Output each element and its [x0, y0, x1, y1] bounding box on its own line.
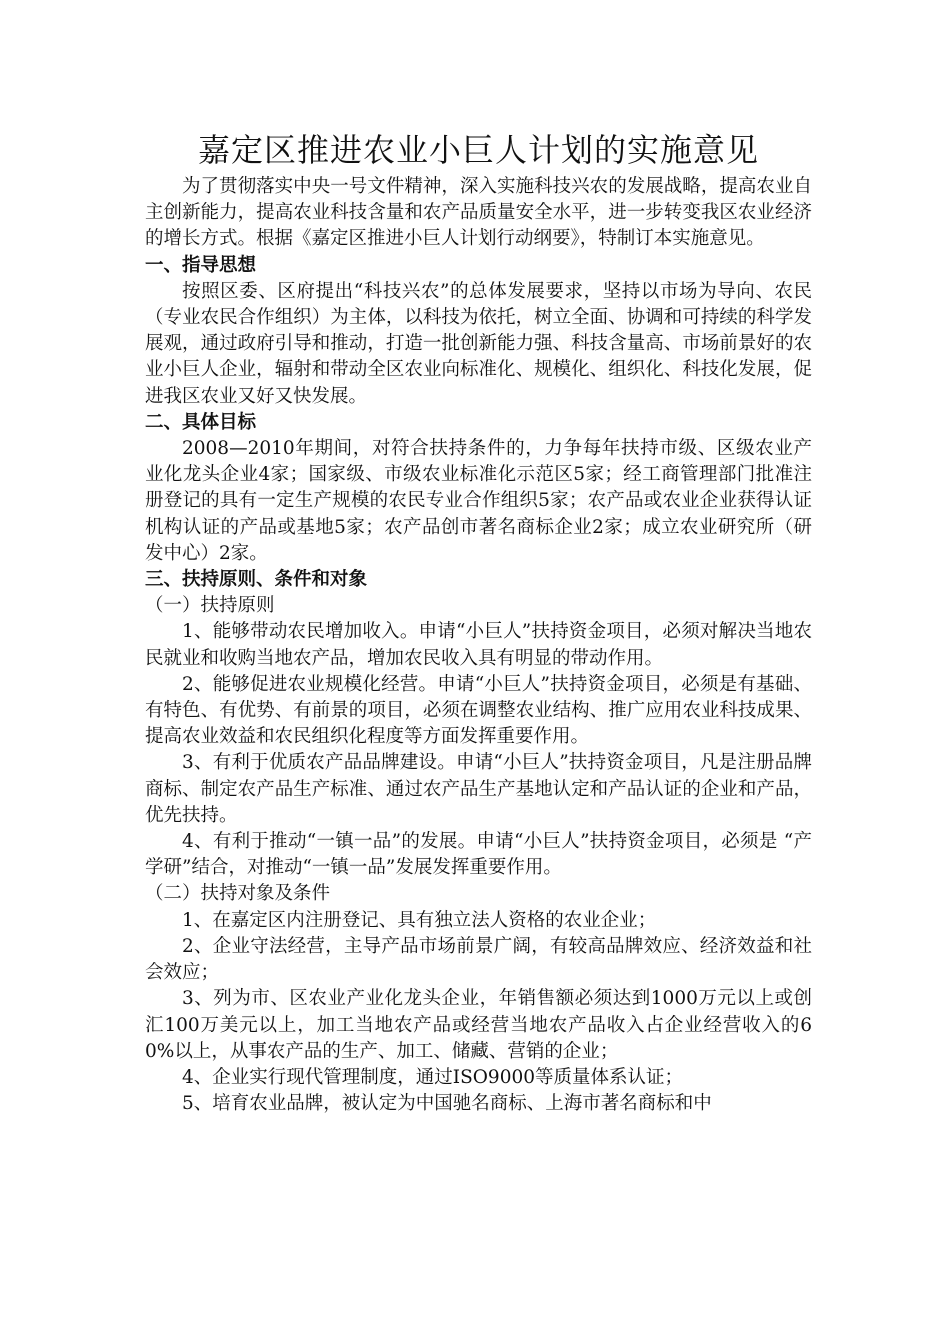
subheading-support-conditions: （二）扶持对象及条件	[145, 883, 331, 905]
list-item: 3、有利于优质农产品品牌建设。申请“小巨人”扶持资金项目，凡是注册品牌商标、制定农产品生产标准、通过农产品生产基地认定和产品认证的企业和产品，优先扶持。	[145, 752, 812, 826]
list-item: 1、能够带动农民增加收入。申请“小巨人”扶持资金项目，必须对解决当地农民就业和收购当地农产品，增加农民收入具有明显的带动作用。	[145, 621, 812, 669]
section-paragraph-specific-goals: 2008—2010年期间，对符合扶持条件的，力争每年扶持市级、区级农业产业化龙头企业4家；国家级、市级农业标准化示范区5家；经工商管理部门批准注册登记的具有一定生产规模的农民专业合作组织5家；农产品或农业企业获得认证机构认证的产品或基地5家；农产品创市著名商标企业2家；成立农业研究所（研发中心）2家。	[145, 438, 812, 564]
intro-paragraph: 为了贯彻落实中央一号文件精神，深入实施科技兴农的发展战略，提高农业自主创新能力，提高农业科技含量和农产品质量安全水平，进一步转变我区农业经济的增长方式。根据《嘉定区推进小巨人计划行动纲要》，特制订本实施意见。	[145, 176, 812, 250]
list-item: 4、有利于推动“一镇一品”的发展。申请“小巨人”扶持资金项目，必须是 “产学研”结合，对推动“一镇一品”发展发挥重要作用。	[145, 831, 812, 879]
list-item: 2、能够促进农业规模化经营。申请“小巨人”扶持资金项目，必须是有基础、有特色、有优势、有前景的项目，必须在调整农业结构、推广应用农业科技成果、提高农业效益和农民组织化程度等方面发挥重要作用。	[145, 673, 812, 748]
list-item: 4、企业实行现代管理制度，通过ISO9000等质量体系认证；	[182, 1066, 684, 1088]
section-heading-guiding-ideology: 一、指导思想	[145, 254, 257, 276]
list-item: 3、列为市、区农业产业化龙头企业，年销售额必须达到1000万元以上或创汇100万美元以上，加工当地农产品或经营当地农产品收入占企业经营收入的60%以上，从事农产品的生产、加工、储藏、营销的企业；	[145, 988, 812, 1062]
section-heading-support-principles: 三、扶持原则、条件和对象	[145, 569, 368, 591]
list-item: 1、在嘉定区内注册登记、具有独立法人资格的农业企业；	[182, 909, 657, 931]
subheading-support-principles: （一）扶持原则	[145, 595, 275, 617]
list-item: 5、培育农业品牌，被认定为中国驰名商标、上海市著名商标和中	[182, 1093, 712, 1115]
document-title: 嘉定区推进农业小巨人计划的实施意见	[197, 131, 759, 169]
document-page	[145, 128, 812, 1117]
list-item: 2、企业守法经营，主导产品市场前景广阔，有较高品牌效应、经济效益和社会效应；	[145, 935, 812, 984]
section-heading-specific-goals: 二、具体目标	[145, 411, 257, 433]
section-paragraph-guiding-ideology: 按照区委、区府提出“科技兴农”的总体发展要求，坚持以市场为导向、农民（专业农民合作组织）为主体，以科技为依托，树立全面、协调和可持续的科学发展观，通过政府引导和推动，打造一批创新能力强、科技含量高、市场前景好的农业小巨人企业，辐射和带动全区农业向标准化、规模化、组织化、科技化发展，促进我区农业又好又快发展。	[145, 280, 812, 407]
